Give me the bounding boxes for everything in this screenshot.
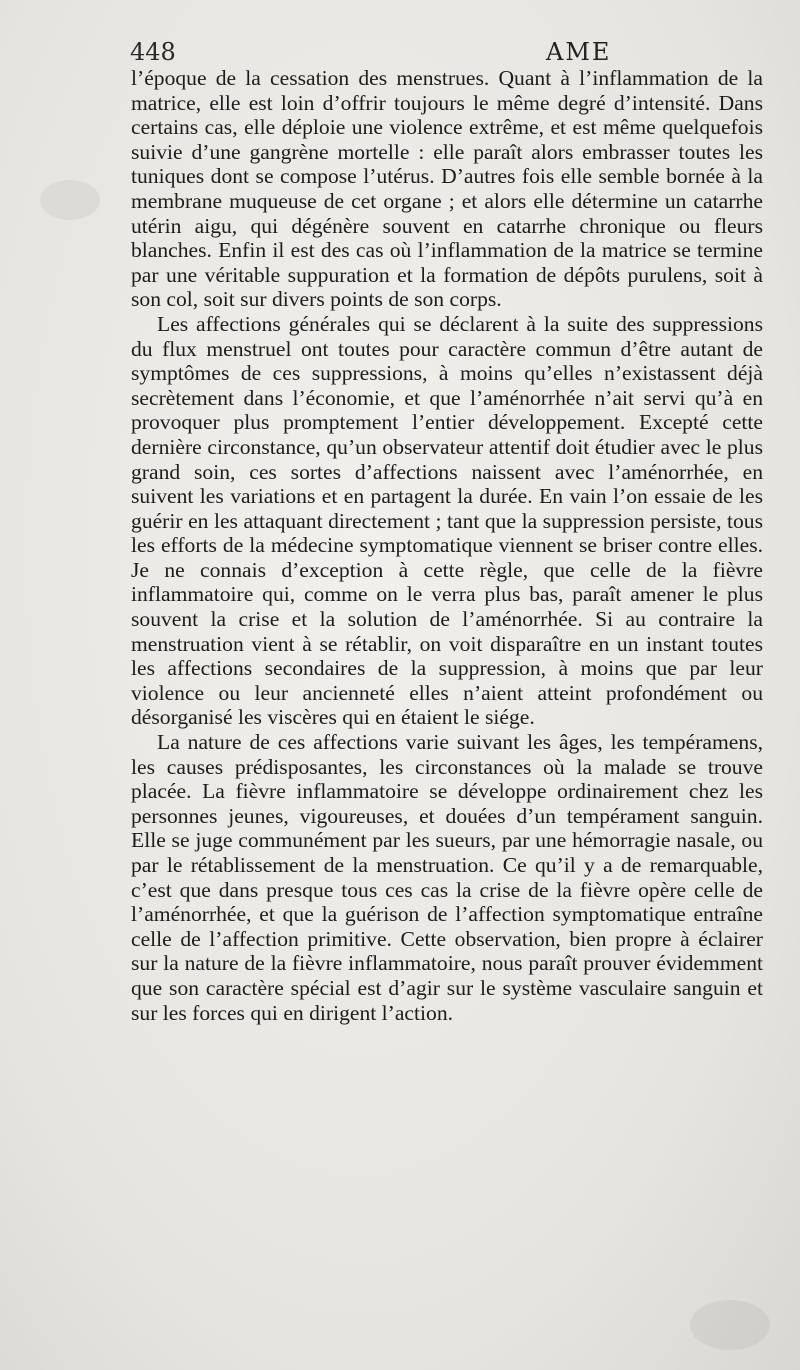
paragraph: Les affections générales qui se déclarent à la suite des suppressions du flux menstruel ont toutes pour caractère commun d’être autant de symptômes de ces suppressions, à moins qu’elles n’existassent déjà secrètement dans l’économie, et que l’aménorrhée n’ait servi qu’à en provoquer plus promptement l’entier développement. Excepté cette dernière circonstance, qu’un observateur attentif doit étudier avec le plus grand soin, ces sortes d’affections naissent avec l’aménorrhée, en suivent les variations et en partagent la durée. En vain l’on essaie de les guérir en les attaquant directement ; tant que la suppression persiste, tous les efforts de la médecine symptomatique viennent se briser contre elles. Je ne connais d’exception à cette règle, que celle de la fièvre inflammatoire qui, comme on le verra plus bas, paraît amener le plus souvent la crise et la solution de l’aménorrhée. Si au contraire la menstruation vient à se rétablir, on voit disparaître en un instant toutes les affections secondaires de la suppression, à moins que par leur violence ou leur ancienneté elles n’aient atteint profondément ou désorganisé les viscères qui en étaient le siége. (131, 311, 763, 730)
paper-stain (690, 1300, 770, 1350)
paragraph-continuation: l’époque de la cessation des menstrues. Quant à l’inflammation de la matrice, elle est loin d’offrir toujours le même degré d’intensité. Dans certains cas, elle déploie une violence extrême, et est même quelquefois suivie d’une gangrène mortelle : elle paraît alors embrasser toutes les tuniques dont se compose l’utérus. D’autres fois elle semble bornée à la membrane muqueuse de cet organe ; et alors elle détermine un catarrhe utérin aigu, qui dégénère souvent en catarrhe chronique ou fleurs blanches. Enfin il est des cas où l’inflammation de la matrice se termine par une véritable suppuration et la formation de dépôts purulens, soit à son col, soit sur divers points de son corps. (131, 66, 763, 312)
paragraph: La nature de ces affections varie suivant les âges, les tempéramens, les causes prédisposantes, les circonstances où la malade se trouve placée. La fièvre inflammatoire se développe ordinairement chez les personnes jeunes, vigoureuses, et douées d’un tempérament sanguin. Elle se juge communément par les sueurs, par une hémorragie nasale, ou par le rétablissement de la menstruation. Ce qu’il y a de remarquable, c’est que dans presque tous ces cas la crise de la fièvre opère celle de l’aménorrhée, et que la guérison de l’affection symptomatique entraîne celle de l’affection primitive. Cette observation, bien propre à éclairer sur la nature de la fièvre inflammatoire, nous paraît prouver évidemment que son caractère spécial est d’agir sur le système vasculaire sanguin et sur les forces qui en dirigent l’action. (131, 730, 763, 1025)
page-number: 448 (130, 38, 176, 66)
page-header (130, 34, 770, 70)
body-text (131, 66, 763, 1025)
running-head: AME (546, 38, 612, 66)
paper-stain (40, 180, 100, 220)
